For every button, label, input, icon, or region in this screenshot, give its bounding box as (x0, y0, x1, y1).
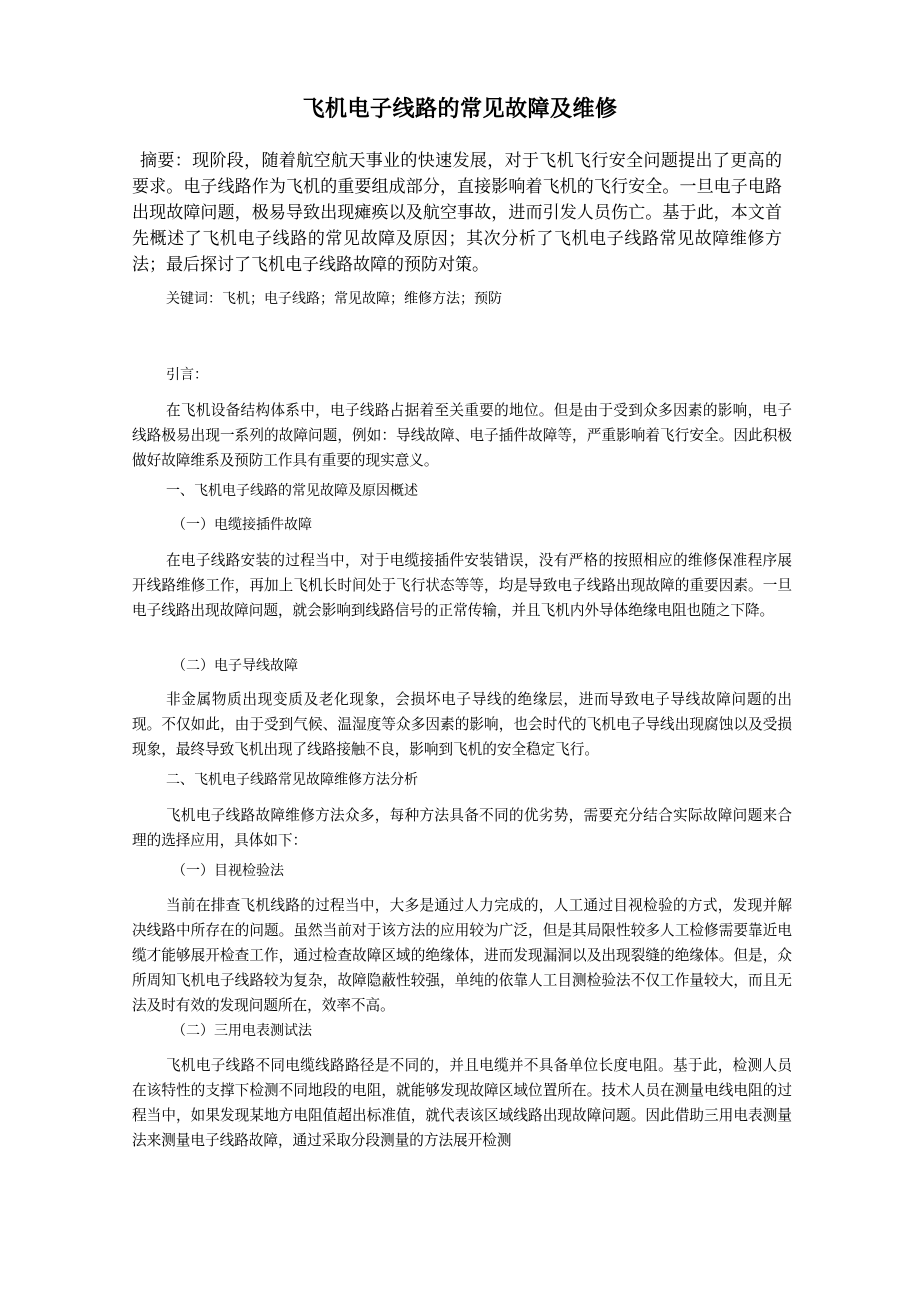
section1-heading: 一、飞机电子线路的常见故障及原因概述 (166, 483, 418, 499)
abstract-text: 摘要：现阶段，随着航空航天事业的快速发展，对于飞机飞行安全问题提出了更高的要求。电子线路作为飞机的重要组成部分，直接影响着飞机的飞行安全。一旦电子电路出现故障问题，极易导致出现瘫痪以及航空事故，进而引发人员伤亡。基于此，本文首先概述了飞机电子线路的常见故障及原因；其次分析了飞机电子线路常见故障维修方法；最后探讨了飞机电子线路故障的预防对策。 (132, 151, 782, 275)
section1-sub2-paragraph: 非金属物质出现变质及老化现象，会损坏电子导线的绝缘层，进而导致电子导线故障问题的出现。不仅如此，由于受到气候、温湿度等众多因素的影响，也会时代的飞机电子导线出现腐蚀以及受损现象，最终导致飞机出现了线路接触不良，影响到飞机的安全稳定飞行。 (132, 691, 792, 758)
section2-sub2-paragraph: 飞机电子线路不同电缆线路路径是不同的，并且电缆并不具备单位长度电阻。基于此，检测人员在该特性的支撑下检测不同地段的电阻，就能够发现故障区域位置所在。技术人员在测量电线电阻的过程当中，如果发现某地方电阻值超出标准值，就代表该区域线路出现故障问题。因此借助三用电表测量法来测量电子线路故障，通过采取分段测量的方法展开检测 (132, 1057, 792, 1149)
section2-sub2-heading: （二）三用电表测试法 (172, 1023, 312, 1039)
document-title: 飞机电子线路的常见故障及维修 (302, 96, 618, 122)
intro-label: 引言： (166, 367, 208, 383)
section2-heading: 二、飞机电子线路常见故障维修方法分析 (166, 772, 418, 788)
abstract-paragraph (132, 148, 782, 278)
section1-sub1-paragraph: 在电子线路安装的过程当中，对于电缆接插件安装错误，没有严格的按照相应的维修保准程序展开线路维修工作，再加上飞机长时间处于飞行状态等等，均是导致电子线路出现故障的重要因素。一旦电子线路出现故障问题，就会影响到线路信号的正常传输，并且飞机内外导体绝缘电阻也随之下降。 (132, 552, 792, 619)
section1-sub1-heading: （一）电缆接插件故障 (172, 517, 312, 533)
keywords-line: 关键词：飞机；电子线路；常见故障；维修方法；预防 (166, 291, 502, 307)
section2-paragraph: 飞机电子线路故障维修方法众多，每种方法具备不同的优劣势，需要充分结合实际故障问题来合理的选择应用，具体如下： (132, 807, 792, 849)
section2-sub1-paragraph: 当前在排查飞机线路的过程当中，大多是通过人力完成的，人工通过目视检验的方式，发现并解决线路中所存在的问题。虽然当前对于该方法的应用较为广泛，但是其局限性较多人工检修需要靠近电缆才能够展开检查工作，通过检查故障区域的绝缘体，进而发现漏洞以及出现裂缝的绝缘体。但是，众所周知飞机电子线路较为复杂，故障隐蔽性较强，单纯的依靠人工目测检验法不仅工作量较大，而且无法及时有效的发现问题所在，效率不高。 (132, 897, 792, 1014)
intro-paragraph: 在飞机设备结构体系中，电子线路占据着至关重要的地位。但是由于受到众多因素的影响，电子线路极易出现一系列的故障问题，例如：导线故障、电子插件故障等，严重影响着飞行安全。因此积极做好故障维系及预防工作具有重要的现实意义。 (132, 402, 792, 469)
section1-sub2-heading: （二）电子导线故障 (172, 658, 298, 674)
section2-sub1-heading: （一）目视检验法 (172, 863, 284, 879)
